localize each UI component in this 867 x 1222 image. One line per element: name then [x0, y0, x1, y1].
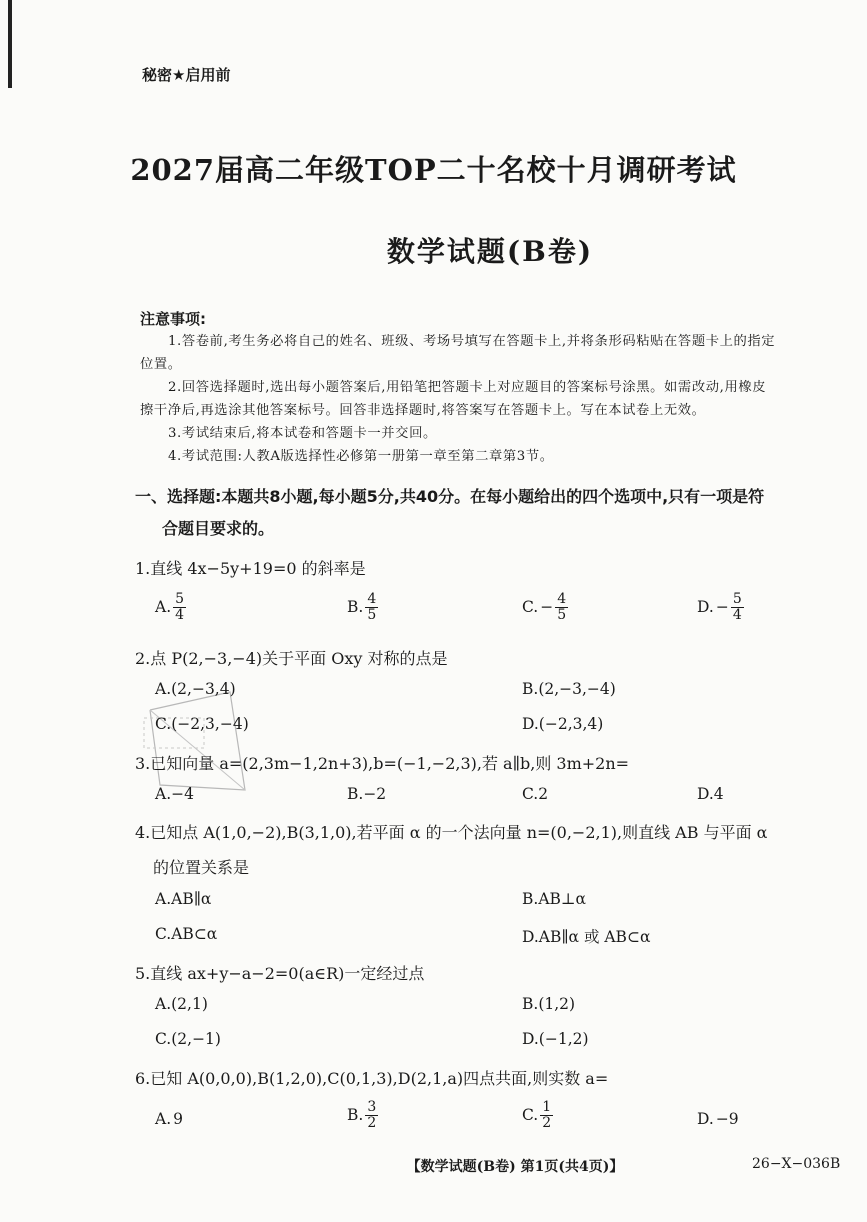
question-4-option-a: A.AB∥α — [155, 890, 212, 908]
confidential-label: 秘密★启用前 — [142, 66, 231, 84]
question-5-option-d: D.(−1,2) — [522, 1030, 589, 1048]
option-value: −9 — [715, 1110, 739, 1128]
question-6-option-d — [697, 1110, 739, 1128]
question-4-option-d: D.AB∥α 或 AB⊂α — [522, 928, 651, 946]
option-label: B. — [347, 1106, 364, 1125]
notice-line: 擦干净后,再选涂其他答案标号。回答非选择题时,将答案写在答题卡上。写在本试卷上无效。 — [140, 403, 706, 418]
option-label: A. — [155, 1110, 172, 1128]
fraction — [540, 1100, 553, 1130]
question-6-stem: 6.已知 A(0,0,0),B(1,2,0),C(0,1,3),D(2,1,a)四点共面,则实数 a= — [135, 1069, 609, 1088]
fraction — [731, 592, 744, 622]
notice-line: 位置。 — [140, 357, 182, 372]
numerator: 3 — [367, 1099, 377, 1115]
question-3-option-a: A.−4 — [155, 785, 194, 803]
section-heading: 一、选择题:本题共8小题,每小题5分,共40分。在每小题给出的四个选项中,只有一项是符 — [135, 487, 765, 506]
question-6-option-c — [522, 1100, 553, 1130]
question-6-option-b — [347, 1100, 378, 1130]
question-1-option-d — [697, 592, 744, 622]
question-5-option-c: C.(2,−1) — [155, 1030, 221, 1048]
numerator: 4 — [557, 591, 567, 607]
denominator: 2 — [542, 1114, 552, 1131]
question-2-option-c: C.(−2,3,−4) — [155, 715, 249, 733]
question-2-option-a: A.(2,−3,4) — [155, 680, 236, 698]
numerator: 1 — [542, 1099, 552, 1115]
question-1-option-a — [155, 592, 186, 622]
option-label: D. — [697, 598, 714, 617]
option-label: B. — [347, 598, 364, 617]
paper-code: 26−X−036B — [752, 1156, 841, 1172]
numerator: 5 — [175, 591, 185, 607]
fraction — [365, 592, 378, 622]
notice-heading: 注意事项: — [140, 310, 206, 328]
option-value: 9 — [173, 1110, 183, 1128]
question-3-option-b: B.−2 — [347, 785, 387, 803]
pencil-sketch-figure — [140, 690, 260, 800]
option-label: D. — [697, 1110, 714, 1128]
question-2-stem: 2.点 P(2,−3,−4)关于平面 Oxy 对称的点是 — [135, 649, 448, 668]
question-4-stem-cont: 的位置关系是 — [153, 858, 250, 877]
question-5-option-b: B.(1,2) — [522, 995, 576, 1013]
exam-title: 2027届高二年级TOP二十名校十月调研考试 — [130, 153, 737, 187]
question-3-option-d: D.4 — [697, 785, 724, 803]
question-6-option-a — [155, 1110, 183, 1128]
question-4-option-c: C.AB⊂α — [155, 925, 218, 943]
option-label: C. — [522, 598, 539, 617]
numerator: 4 — [367, 591, 377, 607]
question-5-stem: 5.直线 ax+y−a−2=0(a∈R)一定经过点 — [135, 964, 425, 983]
page-footer: 【数学试题(B卷) 第1页(共4页)】 — [406, 1159, 624, 1175]
question-4-option-b: B.AB⊥α — [522, 890, 586, 908]
denominator: 4 — [175, 606, 185, 623]
question-1-option-c — [522, 592, 568, 622]
minus-sign: − — [540, 598, 554, 617]
denominator: 4 — [732, 606, 742, 623]
denominator: 5 — [367, 606, 377, 623]
option-label: A. — [155, 598, 172, 617]
question-2-option-d: D.(−2,3,4) — [522, 715, 604, 733]
notice-line: 4.考试范围:人教A版选择性必修第一册第一章至第二章第3节。 — [168, 449, 554, 464]
question-3-stem: 3.已知向量 a=(2,3m−1,2n+3),b=(−1,−2,3),若 a∥b,则 3m+2n= — [135, 754, 630, 773]
question-3-option-c: C.2 — [522, 785, 549, 803]
question-1-option-b — [347, 592, 378, 622]
question-5-option-a: A.(2,1) — [155, 995, 208, 1013]
notice-line: 1.答卷前,考生务必将自己的姓名、班级、考场号填写在答题卡上,并将条形码粘贴在答题卡上的指定 — [168, 334, 776, 349]
denominator: 5 — [557, 606, 567, 623]
numerator: 5 — [732, 591, 742, 607]
minus-sign: − — [715, 598, 729, 617]
question-2-option-b: B.(2,−3,−4) — [522, 680, 616, 698]
option-label: C. — [522, 1106, 539, 1125]
question-4-stem: 4.已知点 A(1,0,−2),B(3,1,0),若平面 α 的一个法向量 n=(0,−2,1),则直线 AB 与平面 α — [135, 823, 768, 842]
exam-subtitle: 数学试题(B卷) — [386, 235, 594, 268]
fraction — [555, 592, 568, 622]
fraction — [173, 592, 186, 622]
section-heading-cont: 合题目要求的。 — [162, 519, 275, 538]
scan-edge-mark — [8, 0, 12, 88]
question-1-stem: 1.直线 4x−5y+19=0 的斜率是 — [135, 559, 366, 578]
denominator: 2 — [367, 1114, 377, 1131]
notice-line: 3.考试结束后,将本试卷和答题卡一并交回。 — [168, 426, 437, 441]
fraction — [365, 1100, 378, 1130]
notice-line: 2.回答选择题时,选出每小题答案后,用铅笔把答题卡上对应题目的答案标号涂黑。如需改动,用橡皮 — [168, 380, 767, 395]
